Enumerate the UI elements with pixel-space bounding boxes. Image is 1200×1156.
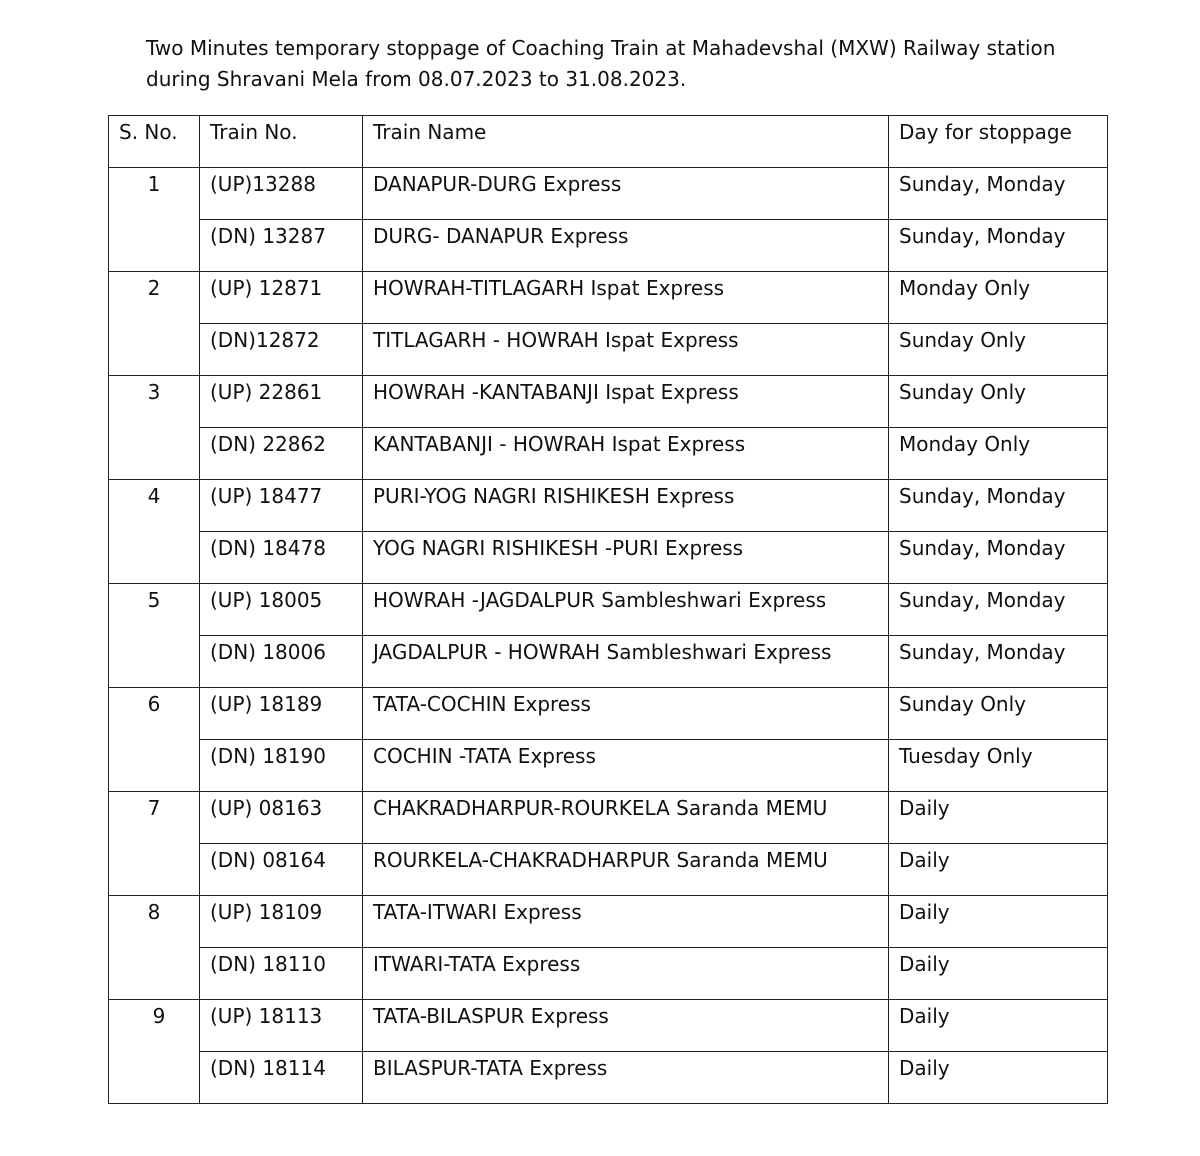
stoppage-day: Daily: [889, 792, 1108, 844]
stoppage-day: Sunday, Monday: [889, 636, 1108, 688]
table-row: [109, 376, 1108, 428]
train-number: (UP) 18113: [200, 1000, 363, 1052]
table-row: [109, 844, 1108, 896]
train-number: (UP) 08163: [200, 792, 363, 844]
serial-number: 4: [109, 480, 200, 584]
train-name: BILASPUR-TATA Express: [363, 1052, 889, 1104]
table-row: [109, 896, 1108, 948]
serial-number: 7: [109, 792, 200, 896]
train-number: (DN) 18110: [200, 948, 363, 1000]
serial-number: 9: [109, 1000, 200, 1104]
table-row: [109, 272, 1108, 324]
train-number: (DN) 18478: [200, 532, 363, 584]
train-name: TATA-COCHIN Express: [363, 688, 889, 740]
train-name: ROURKELA-CHAKRADHARPUR Saranda MEMU: [363, 844, 889, 896]
train-name: HOWRAH -KANTABANJI Ispat Express: [363, 376, 889, 428]
train-name: PURI-YOG NAGRI RISHIKESH Express: [363, 480, 889, 532]
stoppage-day: Sunday, Monday: [889, 584, 1108, 636]
train-number: (DN) 22862: [200, 428, 363, 480]
stoppage-day: Sunday Only: [889, 688, 1108, 740]
stoppage-day: Sunday, Monday: [889, 532, 1108, 584]
train-number: (UP)13288: [200, 168, 363, 220]
train-name: ITWARI-TATA Express: [363, 948, 889, 1000]
table-row: [109, 480, 1108, 532]
train-name: HOWRAH-TITLAGARH Ispat Express: [363, 272, 889, 324]
table-row: [109, 740, 1108, 792]
table-row: [109, 1000, 1108, 1052]
serial-number: 5: [109, 584, 200, 688]
serial-number: 3: [109, 376, 200, 480]
table-row: [109, 584, 1108, 636]
header-sno: S. No.: [109, 116, 200, 168]
serial-number: 8: [109, 896, 200, 1000]
table-row: [109, 948, 1108, 1000]
stoppage-day: Sunday Only: [889, 324, 1108, 376]
table-row: [109, 532, 1108, 584]
table-row: [109, 792, 1108, 844]
train-number: (UP) 22861: [200, 376, 363, 428]
train-name: YOG NAGRI RISHIKESH -PURI Express: [363, 532, 889, 584]
header-train-no: Train No.: [200, 116, 363, 168]
serial-number: 1: [109, 168, 200, 272]
train-name: KANTABANJI - HOWRAH Ispat Express: [363, 428, 889, 480]
train-name: DURG- DANAPUR Express: [363, 220, 889, 272]
table-row: [109, 220, 1108, 272]
serial-number: 2: [109, 272, 200, 376]
train-number: (UP) 18189: [200, 688, 363, 740]
table-row: [109, 636, 1108, 688]
table-row: [109, 168, 1108, 220]
serial-number: 6: [109, 688, 200, 792]
train-number: (DN) 18006: [200, 636, 363, 688]
stoppage-table: [108, 115, 1108, 1104]
train-name: TATA-ITWARI Express: [363, 896, 889, 948]
train-number: (DN) 08164: [200, 844, 363, 896]
table-row: [109, 428, 1108, 480]
train-name: TITLAGARH - HOWRAH Ispat Express: [363, 324, 889, 376]
table-row: [109, 324, 1108, 376]
train-name: TATA-BILASPUR Express: [363, 1000, 889, 1052]
train-name: CHAKRADHARPUR-ROURKELA Saranda MEMU: [363, 792, 889, 844]
stoppage-day: Daily: [889, 1000, 1108, 1052]
stoppage-day: Daily: [889, 844, 1108, 896]
table-row: [109, 1052, 1108, 1104]
stoppage-day: Sunday, Monday: [889, 168, 1108, 220]
stoppage-day: Daily: [889, 896, 1108, 948]
train-name: DANAPUR-DURG Express: [363, 168, 889, 220]
header-day: Day for stoppage: [889, 116, 1108, 168]
train-number: (DN)12872: [200, 324, 363, 376]
header-train-name: Train Name: [363, 116, 889, 168]
document-heading: [146, 33, 1146, 95]
train-number: (DN) 13287: [200, 220, 363, 272]
heading-line-2: during Shravani Mela from 08.07.2023 to 31.08.2023.: [146, 67, 687, 91]
stoppage-day: Sunday, Monday: [889, 220, 1108, 272]
stoppage-day: Sunday Only: [889, 376, 1108, 428]
stoppage-day: Daily: [889, 948, 1108, 1000]
table-row: [109, 688, 1108, 740]
train-name: HOWRAH -JAGDALPUR Sambleshwari Express: [363, 584, 889, 636]
stoppage-day: Daily: [889, 1052, 1108, 1104]
train-number: (UP) 18477: [200, 480, 363, 532]
train-number: (DN) 18190: [200, 740, 363, 792]
stoppage-day: Sunday, Monday: [889, 480, 1108, 532]
table-header-row: [109, 116, 1108, 168]
stoppage-day: Monday Only: [889, 272, 1108, 324]
stoppage-day: Tuesday Only: [889, 740, 1108, 792]
stoppage-day: Monday Only: [889, 428, 1108, 480]
table-body: [109, 168, 1108, 1104]
train-number: (UP) 12871: [200, 272, 363, 324]
train-name: JAGDALPUR - HOWRAH Sambleshwari Express: [363, 636, 889, 688]
heading-line-1: Two Minutes temporary stoppage of Coaching Train at Mahadevshal (MXW) Railway station: [146, 36, 1056, 60]
train-number: (UP) 18005: [200, 584, 363, 636]
train-number: (DN) 18114: [200, 1052, 363, 1104]
train-name: COCHIN -TATA Express: [363, 740, 889, 792]
train-number: (UP) 18109: [200, 896, 363, 948]
